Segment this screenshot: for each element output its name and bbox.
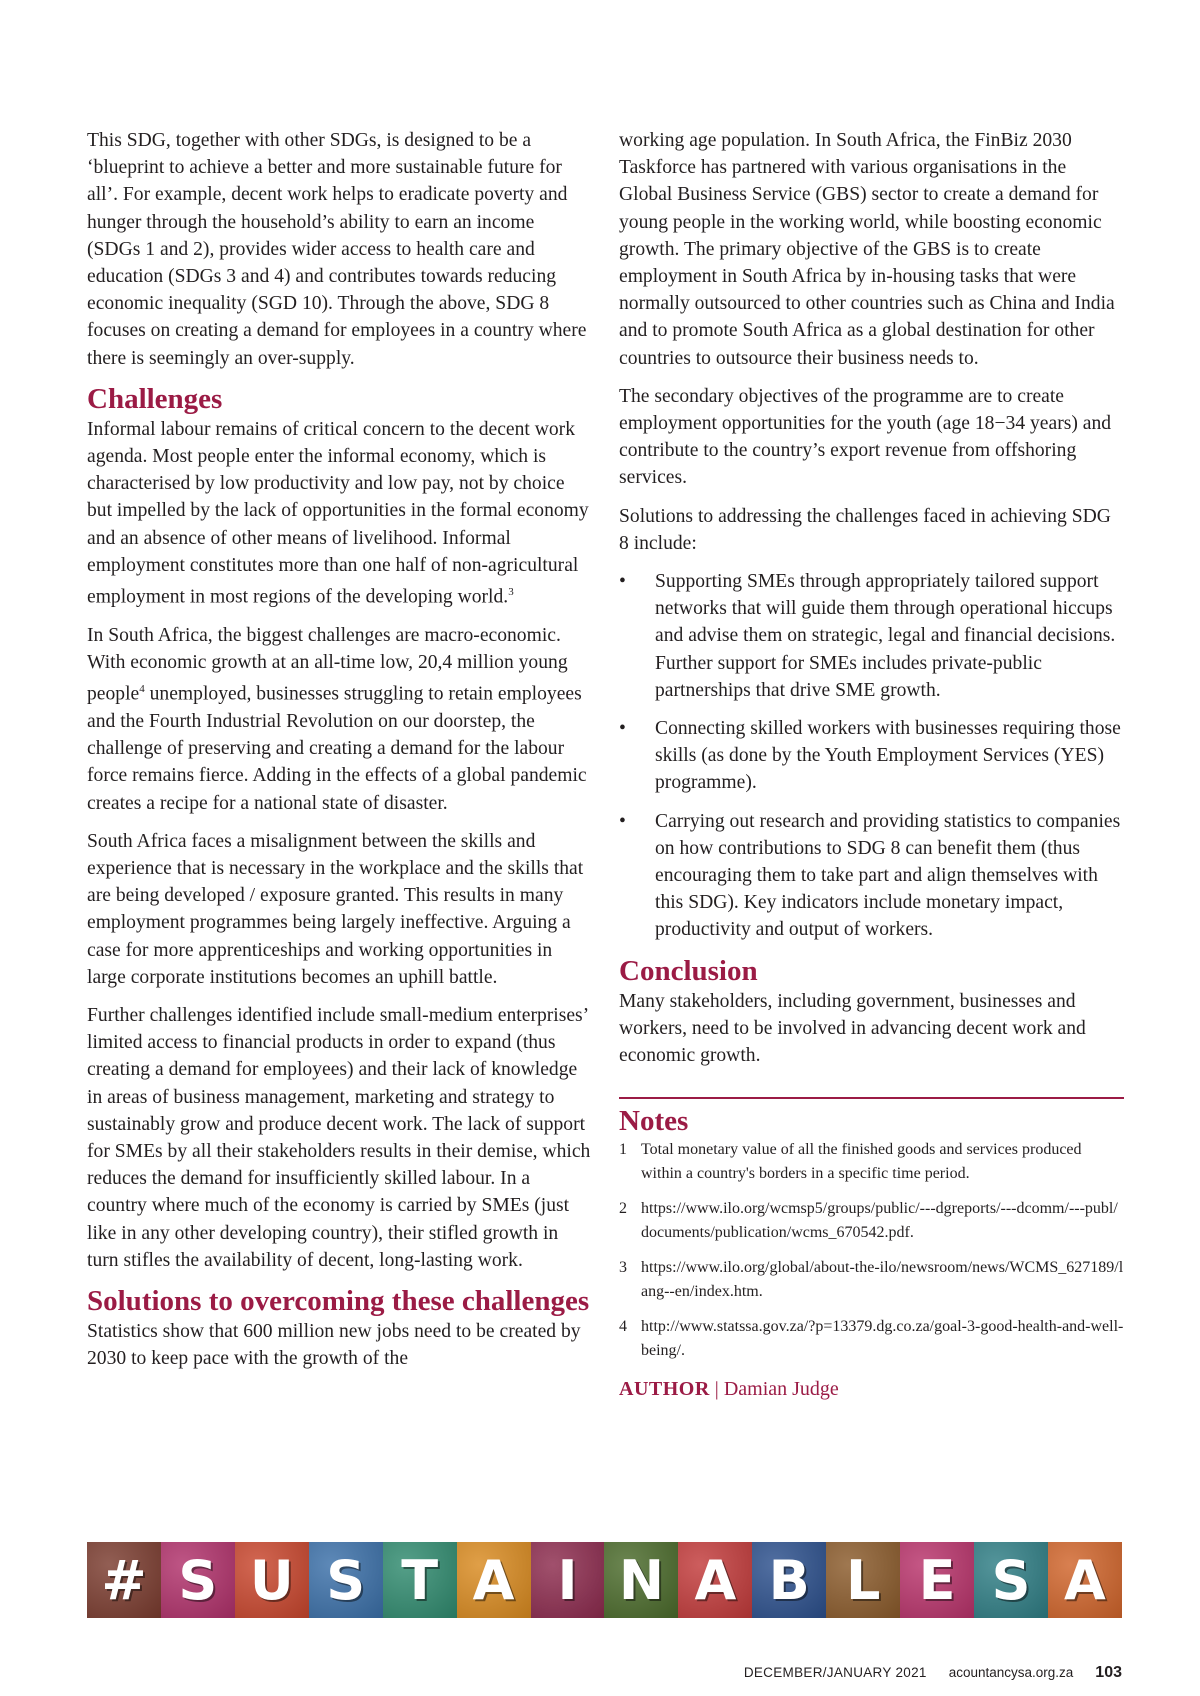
author-separator: | bbox=[709, 1378, 724, 1401]
note-item bbox=[619, 1197, 1124, 1244]
banner-tile: E bbox=[900, 1542, 974, 1618]
notes-divider bbox=[619, 1097, 1124, 1099]
note-number: 1 bbox=[619, 1141, 627, 1159]
notes-list bbox=[619, 1138, 1124, 1362]
solutions-bullet-list bbox=[619, 568, 1124, 944]
sustainablesa-banner bbox=[87, 1542, 1122, 1618]
right-column bbox=[619, 127, 1124, 1401]
solutions-paragraph-1-continued: working age population. In South Africa, the FinBiz 2030 Taskforce has partnered with various organisations in the Global Business Service (GBS) sector to create a demand for young people in the working world, while boosting economic growth. The primary objective of the GBS is to create employment in South Africa by in-housing tasks that were normally outsourced to other countries such as China and India and to promote South Africa as a global destination for other countries to outsource their business needs to. bbox=[619, 130, 1115, 369]
bullet-item bbox=[619, 568, 1124, 704]
bullet-item bbox=[619, 808, 1124, 944]
bullet-text: Carrying out research and providing statistics to companies on how contributions to SDG 8 can benefit them (thus encouraging them to take part and align themselves with this SDG). Key indicators include monetary impact, productivity and output of workers. bbox=[655, 810, 1121, 941]
note-item bbox=[619, 1315, 1124, 1362]
banner-tile: B bbox=[752, 1542, 826, 1618]
author-name: Damian Judge bbox=[723, 1378, 839, 1401]
bullet-marker: • bbox=[619, 810, 626, 832]
banner-tile: U bbox=[235, 1542, 309, 1618]
note-link[interactable]: https://www.ilo.org/wcmsp5/groups/public/---dgreports/---dcomm/---publ/documents/publication/wcms_670542.pdf. bbox=[641, 1200, 1118, 1241]
note-number: 2 bbox=[619, 1200, 627, 1218]
bullet-text: Supporting SMEs through appropriately tailored support networks that will guide them through operational hiccups and advise them on strategic, legal and financial decisions. Further support for SMEs includes private-public partnerships that drive SME growth. bbox=[655, 571, 1116, 701]
intro-paragraph: This SDG, together with other SDGs, is designed to be a ‘blueprint to achieve a better and more sustainable future for all’. For example, decent work helps to eradicate poverty and hunger through the household’s ability to earn an income (SDGs 1 and 2), provides wider access to health care and education (SDGs 3 and 4) and contributes towards reducing economic inequality (SGD 10). Through the above, SDG 8 focuses on creating a demand for employees in a country where there is seemingly an over-supply. bbox=[87, 130, 587, 369]
footnote-ref-4: 4 bbox=[139, 683, 145, 696]
note-text: Total monetary value of all the finished goods and services produced within a country's borders in a specific time period. bbox=[641, 1141, 1082, 1182]
banner-tile: S bbox=[309, 1542, 383, 1618]
footnote-ref-3: 3 bbox=[508, 586, 514, 599]
banner-tile: S bbox=[974, 1542, 1048, 1618]
author-label: AUTHOR bbox=[619, 1378, 710, 1401]
solutions-paragraph-3: Solutions to addressing the challenges faced in achieving SDG 8 include: bbox=[619, 505, 1111, 554]
note-number: 3 bbox=[619, 1259, 627, 1277]
note-item bbox=[619, 1256, 1124, 1303]
challenges-paragraph-1-text: Informal labour remains of critical concern to the decent work agenda. Most people enter the informal economy, which is characterised by low productivity and low pay, not by choice but impelled by the lack of opportunities in the formal economy and an absence of other means of livelihood. Informal employment constitutes more than one half of non-agricultural employment in most regions of the developing world. bbox=[87, 418, 589, 608]
banner-tile: I bbox=[531, 1542, 605, 1618]
banner-tile: L bbox=[826, 1542, 900, 1618]
left-column bbox=[87, 127, 592, 1372]
banner-tile: N bbox=[604, 1542, 678, 1618]
page-number: 103 bbox=[1095, 1664, 1122, 1681]
bullet-text: Connecting skilled workers with businesses requiring those skills (as done by the Youth Employment Services (YES) programme). bbox=[655, 718, 1121, 794]
banner-tile: A bbox=[457, 1542, 531, 1618]
banner-tile: A bbox=[1048, 1542, 1122, 1618]
solutions-paragraph-2: The secondary objectives of the programme are to create employment opportunities for the youth (age 18−34 years) and contribute to the country’s export revenue from offshoring services. bbox=[619, 385, 1112, 489]
solutions-paragraph-1: Statistics show that 600 million new jobs need to be created by 2030 to keep pace with the growth of the bbox=[87, 1320, 581, 1370]
author-line bbox=[619, 1378, 1124, 1401]
banner-tile: # bbox=[87, 1542, 161, 1618]
challenges-paragraph-2-text-a: In South Africa, the biggest challenges are macro-economic. With economic growth at an all-time low, 20,4 million young people bbox=[87, 624, 568, 705]
note-item bbox=[619, 1138, 1124, 1185]
challenges-paragraph-1 bbox=[87, 416, 592, 611]
challenges-paragraph-2-text-b: unemployed, businesses struggling to retain employees and the Fourth Industrial Revolution on our doorstep, the challenge of preserving and creating a demand for the labour force remains fierce. Adding in the effects of a global pandemic creates a recipe for a national state of disaster. bbox=[87, 683, 587, 814]
bullet-marker: • bbox=[619, 718, 626, 740]
note-link[interactable]: http://www.statssa.gov.za/?p=13379.dg.co.za/goal-3-good-health-and-well-being/. bbox=[641, 1318, 1124, 1359]
issue-date: DECEMBER/JANUARY 2021 bbox=[743, 1665, 927, 1680]
bullet-marker: • bbox=[619, 571, 626, 593]
solutions-heading: Solutions to overcoming these challenges bbox=[87, 1284, 590, 1317]
note-number: 4 bbox=[619, 1318, 627, 1336]
challenges-paragraph-2 bbox=[87, 622, 592, 817]
note-link[interactable]: https://www.ilo.org/global/about-the-ilo/newsroom/news/WCMS_627189/lang--en/index.htm. bbox=[641, 1259, 1124, 1300]
challenges-paragraph-3: South Africa faces a misalignment between the skills and experience that is necessary in the workplace and the skills that are being developed / exposure granted. This results in many employment programmes being largely ineffective. Arguing a case for more apprenticeships and working opportunities in large corporate institutions becomes an uphill battle. bbox=[87, 830, 584, 988]
banner-tile: S bbox=[161, 1542, 235, 1618]
page-footer bbox=[744, 1664, 1122, 1682]
bullet-item bbox=[619, 715, 1124, 797]
conclusion-heading: Conclusion bbox=[619, 954, 758, 987]
banner-tile: T bbox=[383, 1542, 457, 1618]
conclusion-paragraph: Many stakeholders, including government, businesses and workers, need to be involved in advancing decent work and economic growth. bbox=[619, 990, 1086, 1067]
banner-tile: A bbox=[678, 1542, 752, 1618]
website: acountancysa.org.za bbox=[948, 1665, 1074, 1680]
notes-heading: Notes bbox=[619, 1105, 689, 1138]
challenges-heading: Challenges bbox=[87, 382, 223, 415]
challenges-paragraph-4: Further challenges identified include small-medium enterprises’ limited access to financial products in order to expand (thus creating a demand for employees) and their lack of knowledge in areas of business management, marketing and strategy to sustainably grow and produce decent work. The lack of support for SMEs by all their stakeholders results in their demise, which reduces the demand for insufficiently skilled labour. In a country where much of the economy is carried by SMEs (just like in any other developing country), their stifled growth in turn stifles the availability of decent, long-lasting work. bbox=[87, 1004, 591, 1271]
